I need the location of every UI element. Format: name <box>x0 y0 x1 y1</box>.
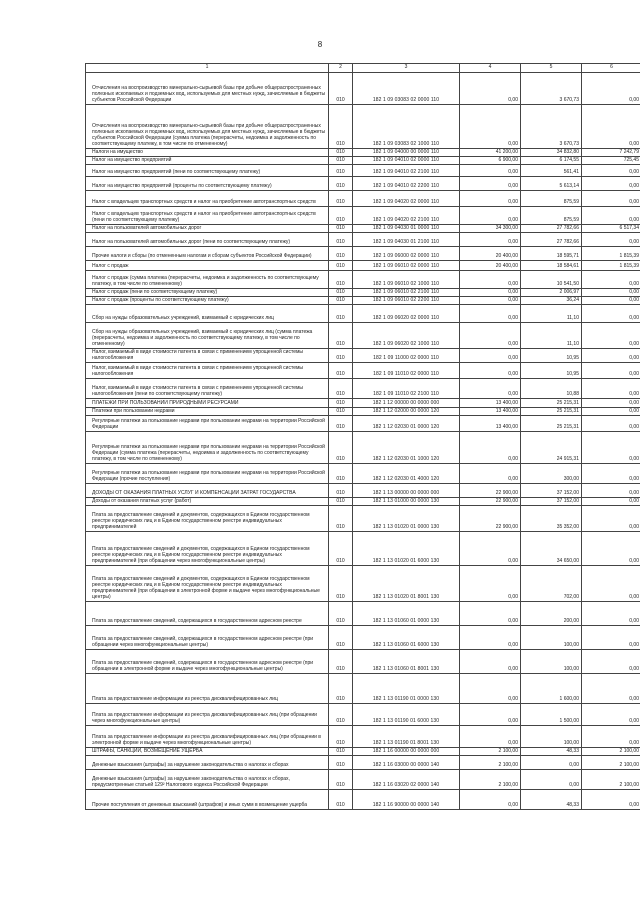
row-unexecuted-cell: 0,00 <box>582 363 640 379</box>
table-row <box>86 149 640 157</box>
row-unexecuted-cell: 0,00 <box>582 602 640 626</box>
row-executed-cell: 702,00 <box>521 566 582 602</box>
row-plan-cell: 0,00 <box>460 566 521 602</box>
row-unexecuted-cell: 0,00 <box>582 297 640 305</box>
row-executed-cell: 34 832,80 <box>521 149 582 157</box>
row-kbk-cell: 182 1 13 01190 01 8001 130 <box>353 726 460 748</box>
table-row <box>86 626 640 650</box>
row-kbk-cell: 182 1 09 04010 02 2100 110 <box>353 165 460 177</box>
row-kbk-cell: 182 1 13 01000 00 0000 130 <box>353 498 460 506</box>
row-plan-cell: 13 400,00 <box>460 399 521 408</box>
row-executed-cell: 35 352,00 <box>521 506 582 532</box>
table-row <box>86 165 640 177</box>
row-unexecuted-cell: 0,00 <box>582 191 640 207</box>
row-plan-cell: 0,00 <box>460 379 521 399</box>
row-unexecuted-cell: 0,00 <box>582 704 640 726</box>
row-name-cell: Плата за предоставление информации из реестра дисквалифицированных лиц <box>86 674 329 704</box>
table-row <box>86 464 640 484</box>
row-executed-cell: 36,24 <box>521 297 582 305</box>
row-executed-cell: 3 670,73 <box>521 73 582 105</box>
table-row <box>86 105 640 149</box>
row-code-cell: 010 <box>329 149 353 157</box>
row-code-cell: 010 <box>329 626 353 650</box>
row-kbk-cell: 182 1 09 11000 02 0000 110 <box>353 349 460 363</box>
row-code-cell: 010 <box>329 674 353 704</box>
row-executed-cell: 24 915,31 <box>521 432 582 464</box>
row-kbk-cell: 182 1 09 06010 02 2100 110 <box>353 289 460 297</box>
row-plan-cell: 2 100,00 <box>460 756 521 770</box>
table-row <box>86 225 640 233</box>
table-row <box>86 748 640 756</box>
row-kbk-cell: 182 1 09 04010 02 0000 110 <box>353 157 460 165</box>
row-plan-cell: 0,00 <box>460 650 521 674</box>
column-header: 3 <box>353 64 460 73</box>
row-code-cell: 010 <box>329 408 353 416</box>
row-plan-cell: 34 300,00 <box>460 225 521 233</box>
row-executed-cell: 875,59 <box>521 191 582 207</box>
table-row <box>86 790 640 810</box>
row-kbk-cell: 182 1 09 11010 02 2100 110 <box>353 379 460 399</box>
row-code-cell: 010 <box>329 379 353 399</box>
row-code-cell: 010 <box>329 349 353 363</box>
row-code-cell: 010 <box>329 650 353 674</box>
row-kbk-cell: 182 1 09 06010 02 0000 110 <box>353 261 460 271</box>
row-code-cell: 010 <box>329 770 353 790</box>
row-name-cell: Налог на имущество предприятий (проценты по соответствующему платежу) <box>86 177 329 191</box>
row-code-cell: 010 <box>329 271 353 289</box>
table-row <box>86 349 640 363</box>
table-row <box>86 207 640 225</box>
table-row <box>86 379 640 399</box>
row-executed-cell: 18 584,61 <box>521 261 582 271</box>
row-executed-cell: 100,00 <box>521 726 582 748</box>
row-executed-cell: 5 613,14 <box>521 177 582 191</box>
row-kbk-cell: 182 1 09 03083 02 0000 110 <box>353 73 460 105</box>
table-row <box>86 73 640 105</box>
row-plan-cell: 2 100,00 <box>460 748 521 756</box>
row-name-cell: Прочие налоги и сборы (по отмененным налогам и сборам субъектов Российской Федерации) <box>86 247 329 261</box>
row-unexecuted-cell: 725,45 <box>582 157 640 165</box>
row-unexecuted-cell: 0,00 <box>582 566 640 602</box>
row-unexecuted-cell: 0,00 <box>582 105 640 149</box>
row-unexecuted-cell: 0,00 <box>582 305 640 323</box>
row-code-cell: 010 <box>329 233 353 247</box>
table-row <box>86 177 640 191</box>
row-code-cell: 010 <box>329 566 353 602</box>
table-row <box>86 271 640 289</box>
row-plan-cell: 0,00 <box>460 363 521 379</box>
row-kbk-cell: 182 1 13 01060 01 6000 130 <box>353 626 460 650</box>
table-row <box>86 399 640 408</box>
row-name-cell: Налог, взимаемый в виде стоимости патента в связи с применением упрощенной системы налогообложения <box>86 349 329 363</box>
row-kbk-cell: 182 1 09 04030 01 0000 110 <box>353 225 460 233</box>
row-kbk-cell: 182 1 13 01020 01 0000 130 <box>353 506 460 532</box>
row-executed-cell: 48,33 <box>521 790 582 810</box>
row-kbk-cell: 182 1 09 06020 02 0000 110 <box>353 305 460 323</box>
row-plan-cell: 0,00 <box>460 289 521 297</box>
table-header-row <box>86 64 640 73</box>
row-plan-cell: 0,00 <box>460 177 521 191</box>
row-unexecuted-cell: 0,00 <box>582 207 640 225</box>
row-name-cell: Налог, взимаемый в виде стоимости патента в связи с применением упрощенной системы налогообложения <box>86 363 329 379</box>
row-plan-cell: 0,00 <box>460 233 521 247</box>
row-unexecuted-cell: 2 100,00 <box>582 748 640 756</box>
row-kbk-cell: 182 1 12 02030 01 1000 120 <box>353 432 460 464</box>
row-executed-cell: 300,00 <box>521 464 582 484</box>
table-row <box>86 408 640 416</box>
row-unexecuted-cell: 0,00 <box>582 484 640 498</box>
row-unexecuted-cell: 0,00 <box>582 432 640 464</box>
row-kbk-cell: 182 1 13 01060 01 0000 130 <box>353 602 460 626</box>
row-kbk-cell: 182 1 09 04020 02 2100 110 <box>353 207 460 225</box>
row-code-cell: 010 <box>329 261 353 271</box>
row-executed-cell: 25 215,31 <box>521 399 582 408</box>
row-code-cell: 010 <box>329 177 353 191</box>
row-name-cell: Плата за предоставление сведений и документов, содержащихся в Едином государственном реестре юридических лиц и в Едином государственном реестре индивидуальных предпринимателей (при обращении через многофункциональные центры) <box>86 532 329 566</box>
row-executed-cell: 6 174,55 <box>521 157 582 165</box>
row-executed-cell: 2 006,97 <box>521 289 582 297</box>
row-code-cell: 010 <box>329 191 353 207</box>
row-plan-cell: 41 200,00 <box>460 149 521 157</box>
row-kbk-cell: 182 1 13 00000 00 0000 000 <box>353 484 460 498</box>
row-name-cell: Налог на имущество предприятий <box>86 157 329 165</box>
row-plan-cell: 0,00 <box>460 207 521 225</box>
row-unexecuted-cell: 2 100,00 <box>582 756 640 770</box>
row-code-cell: 010 <box>329 207 353 225</box>
row-executed-cell: 48,33 <box>521 748 582 756</box>
row-plan-cell: 0,00 <box>460 602 521 626</box>
row-name-cell: Налог с владельцев транспортных средств и налог на приобретение автотранспортных средств (пени по соответствующему платежу) <box>86 207 329 225</box>
row-kbk-cell: 182 1 16 03020 02 0000 140 <box>353 770 460 790</box>
row-code-cell: 010 <box>329 363 353 379</box>
row-executed-cell: 11,10 <box>521 305 582 323</box>
row-plan-cell: 0,00 <box>460 323 521 349</box>
row-kbk-cell: 182 1 16 90000 00 0000 140 <box>353 790 460 810</box>
row-plan-cell: 6 900,00 <box>460 157 521 165</box>
row-executed-cell: 100,00 <box>521 626 582 650</box>
row-kbk-cell: 182 1 09 06020 02 1000 110 <box>353 323 460 349</box>
table-row <box>86 191 640 207</box>
row-plan-cell: 0,00 <box>460 165 521 177</box>
row-code-cell: 010 <box>329 484 353 498</box>
table-row <box>86 157 640 165</box>
row-name-cell: Сбор на нужды образовательных учреждений, взимаемый с юридических лиц (сумма платежа (перерасчеты, недоимка и задолженность по соответствующему платежу, в том числе по отмененному) <box>86 323 329 349</box>
table-row <box>86 756 640 770</box>
row-name-cell: Плата за предоставление сведений, содержащихся в государственном адресном реестре <box>86 602 329 626</box>
row-name-cell: Налог с продаж (пени по соответствующему платежу) <box>86 289 329 297</box>
row-kbk-cell: 182 1 13 01190 01 0000 130 <box>353 674 460 704</box>
row-name-cell: Налог с владельцев транспортных средств и налог на приобретение автотранспортных средств <box>86 191 329 207</box>
column-header: 5 <box>521 64 582 73</box>
column-header: 6 <box>582 64 640 73</box>
row-plan-cell: 13 400,00 <box>460 416 521 432</box>
row-kbk-cell: 182 1 13 01020 01 8001 130 <box>353 566 460 602</box>
row-kbk-cell: 182 1 13 01190 01 6000 130 <box>353 704 460 726</box>
row-kbk-cell: 182 1 12 02030 01 0000 120 <box>353 416 460 432</box>
row-executed-cell: 37 152,00 <box>521 484 582 498</box>
row-unexecuted-cell: 0,00 <box>582 498 640 506</box>
table-row <box>86 247 640 261</box>
table-row <box>86 650 640 674</box>
page-number: 8 <box>317 40 323 49</box>
table-row <box>86 770 640 790</box>
row-code-cell: 010 <box>329 506 353 532</box>
row-plan-cell: 0,00 <box>460 704 521 726</box>
row-plan-cell: 20 400,00 <box>460 247 521 261</box>
row-unexecuted-cell: 0,00 <box>582 349 640 363</box>
row-executed-cell: 27 782,66 <box>521 225 582 233</box>
row-plan-cell: 0,00 <box>460 532 521 566</box>
column-header: 4 <box>460 64 521 73</box>
row-unexecuted-cell: 0,00 <box>582 379 640 399</box>
row-plan-cell: 13 400,00 <box>460 408 521 416</box>
row-name-cell: ПЛАТЕЖИ ПРИ ПОЛЬЗОВАНИИ ПРИРОДНЫМИ РЕСУРСАМИ <box>86 399 329 408</box>
row-unexecuted-cell: 0,00 <box>582 726 640 748</box>
row-name-cell: Налог на пользователей автомобильных дорог <box>86 225 329 233</box>
row-unexecuted-cell: 6 517,34 <box>582 225 640 233</box>
table-row <box>86 261 640 271</box>
row-plan-cell: 0,00 <box>460 297 521 305</box>
table-row <box>86 363 640 379</box>
row-name-cell: Регулярные платежи за пользование недрами при пользовании недрами на территории Российской Федерации (сумма платежа (перерасчеты, недоимка и задолженность по соответствующему платежу, в том числе по отмененному) <box>86 432 329 464</box>
row-name-cell: Плата за предоставление сведений, содержащихся в государственном адресном реестре (при обращении в электронной форме и выдаче через многофункциональные центры) <box>86 650 329 674</box>
table-row <box>86 305 640 323</box>
row-name-cell: ШТРАФЫ, САНКЦИИ, ВОЗМЕЩЕНИЕ УЩЕРБА <box>86 748 329 756</box>
row-executed-cell: 200,00 <box>521 602 582 626</box>
row-kbk-cell: 182 1 13 01060 01 8001 130 <box>353 650 460 674</box>
row-executed-cell: 25 215,31 <box>521 408 582 416</box>
row-executed-cell: 25 215,31 <box>521 416 582 432</box>
row-kbk-cell: 182 1 12 02030 01 4000 120 <box>353 464 460 484</box>
row-code-cell: 010 <box>329 602 353 626</box>
row-name-cell: Денежные взыскания (штрафы) за нарушение законодательства о налогах и сборах <box>86 756 329 770</box>
row-code-cell: 010 <box>329 432 353 464</box>
row-code-cell: 010 <box>329 498 353 506</box>
row-unexecuted-cell: 0,00 <box>582 464 640 484</box>
row-executed-cell: 875,59 <box>521 207 582 225</box>
row-executed-cell: 1 600,00 <box>521 674 582 704</box>
row-name-cell: Налог, взимаемый в виде стоимости патента в связи с применением упрощенной системы налогообложения (пени по соответствующему платежу) <box>86 379 329 399</box>
row-executed-cell: 100,00 <box>521 650 582 674</box>
row-code-cell: 010 <box>329 704 353 726</box>
table-row <box>86 416 640 432</box>
table-row <box>86 498 640 506</box>
row-code-cell: 010 <box>329 323 353 349</box>
row-executed-cell: 11,10 <box>521 323 582 349</box>
row-kbk-cell: 182 1 09 03083 02 1000 110 <box>353 105 460 149</box>
table-row <box>86 484 640 498</box>
row-code-cell: 010 <box>329 790 353 810</box>
row-executed-cell: 10,88 <box>521 379 582 399</box>
row-executed-cell: 10,95 <box>521 349 582 363</box>
row-executed-cell: 27 782,66 <box>521 233 582 247</box>
row-executed-cell: 10 541,50 <box>521 271 582 289</box>
row-executed-cell: 3 670,73 <box>521 105 582 149</box>
row-unexecuted-cell: 0,00 <box>582 271 640 289</box>
row-unexecuted-cell: 0,00 <box>582 323 640 349</box>
row-code-cell: 010 <box>329 73 353 105</box>
row-code-cell: 010 <box>329 399 353 408</box>
table-row <box>86 323 640 349</box>
row-plan-cell: 2 100,00 <box>460 770 521 790</box>
row-unexecuted-cell: 0,00 <box>582 177 640 191</box>
table-row <box>86 233 640 247</box>
row-code-cell: 010 <box>329 756 353 770</box>
row-plan-cell: 0,00 <box>460 626 521 650</box>
row-unexecuted-cell: 0,00 <box>582 532 640 566</box>
row-unexecuted-cell: 0,00 <box>582 674 640 704</box>
row-name-cell: Плата за предоставление информации из реестра дисквалифицированных лиц (при обращении через многофункциональные центры) <box>86 704 329 726</box>
row-name-cell: Налоги на имущество <box>86 149 329 157</box>
row-unexecuted-cell: 0,00 <box>582 626 640 650</box>
row-name-cell: Доходы от оказания платных услуг (работ) <box>86 498 329 506</box>
row-name-cell: Налог с продаж (сумма платежа (перерасчеты, недоимка и задолженность по соответствующему платежу, в том числе по отмененному) <box>86 271 329 289</box>
row-executed-cell: 0,00 <box>521 770 582 790</box>
table-row <box>86 674 640 704</box>
row-plan-cell: 0,00 <box>460 191 521 207</box>
row-plan-cell: 0,00 <box>460 790 521 810</box>
row-code-cell: 010 <box>329 416 353 432</box>
row-kbk-cell: 182 1 09 06000 02 0000 110 <box>353 247 460 261</box>
row-unexecuted-cell: 1 815,39 <box>582 247 640 261</box>
row-unexecuted-cell: 0,00 <box>582 399 640 408</box>
budget-table <box>85 63 640 810</box>
row-name-cell: ДОХОДЫ ОТ ОКАЗАНИЯ ПЛАТНЫХ УСЛУГ И КОМПЕНСАЦИИ ЗАТРАТ ГОСУДАРСТВА <box>86 484 329 498</box>
row-code-cell: 010 <box>329 289 353 297</box>
row-executed-cell: 561,41 <box>521 165 582 177</box>
row-unexecuted-cell: 0,00 <box>582 165 640 177</box>
row-kbk-cell: 182 1 09 11010 02 0000 110 <box>353 363 460 379</box>
table-row <box>86 602 640 626</box>
row-kbk-cell: 182 1 09 04010 02 2200 110 <box>353 177 460 191</box>
row-name-cell: Плата за предоставление сведений и документов, содержащихся в Едином государственном реестре юридических лиц и в Едином государственном реестре индивидуальных предпринимателей (при обращении в электронной форме и выдаче через многофункциональные центры) <box>86 566 329 602</box>
row-plan-cell: 0,00 <box>460 305 521 323</box>
row-code-cell: 010 <box>329 748 353 756</box>
row-executed-cell: 37 152,00 <box>521 498 582 506</box>
row-kbk-cell: 182 1 12 00000 00 0000 000 <box>353 399 460 408</box>
row-kbk-cell: 182 1 09 04020 02 0000 110 <box>353 191 460 207</box>
row-plan-cell: 0,00 <box>460 349 521 363</box>
row-kbk-cell: 182 1 09 06010 02 1000 110 <box>353 271 460 289</box>
row-name-cell: Сбор на нужды образовательных учреждений, взимаемый с юридических лиц <box>86 305 329 323</box>
row-kbk-cell: 182 1 09 04030 01 2100 110 <box>353 233 460 247</box>
row-kbk-cell: 182 1 09 04000 00 0000 110 <box>353 149 460 157</box>
row-plan-cell: 22 900,00 <box>460 506 521 532</box>
row-name-cell: Налог на имущество предприятий (пени по соответствующему платежу) <box>86 165 329 177</box>
row-name-cell: Плата за предоставление информации из реестра дисквалифицированных лиц (при обращении в электронной форме и выдаче через многофункциональные центры) <box>86 726 329 748</box>
row-name-cell: Отчисления на воспроизводство минерально-сырьевой базы при добыче общераспространенных полезных ископаемых и подземных вод, используемых для местных нужд, зачисляемые в бюджеты субъектов Российской Федерации <box>86 73 329 105</box>
row-name-cell: Прочие поступления от денежных взысканий (штрафов) и иных сумм в возмещение ущерба <box>86 790 329 810</box>
row-plan-cell: 22 900,00 <box>460 484 521 498</box>
row-unexecuted-cell: 7 242,79 <box>582 149 640 157</box>
row-code-cell: 010 <box>329 225 353 233</box>
table-row <box>86 297 640 305</box>
row-name-cell: Плата за предоставление сведений и документов, содержащихся в Едином государственном реестре юридических лиц и в Едином государственном реестре индивидуальных предпринимателей <box>86 506 329 532</box>
row-code-cell: 010 <box>329 464 353 484</box>
table-row <box>86 432 640 464</box>
table-row <box>86 532 640 566</box>
row-executed-cell: 18 595,71 <box>521 247 582 261</box>
row-unexecuted-cell: 0,00 <box>582 289 640 297</box>
row-code-cell: 010 <box>329 297 353 305</box>
row-unexecuted-cell: 0,00 <box>582 650 640 674</box>
column-header: 2 <box>329 64 353 73</box>
row-kbk-cell: 182 1 16 00000 00 0000 000 <box>353 748 460 756</box>
row-code-cell: 010 <box>329 105 353 149</box>
row-name-cell: Отчисления на воспроизводство минерально-сырьевой базы при добыче общераспространенных полезных ископаемых и подземных вод, используемых для местных нужд, зачисляемые в бюджеты субъектов Российской Федерации (сумма платежа (перерасчеты, недоимка и задолженность по соответствующему платежу, в том числе по отмененному) <box>86 105 329 149</box>
row-code-cell: 010 <box>329 157 353 165</box>
row-name-cell: Налог на пользователей автомобильных дорог (пени по соответствующему платежу) <box>86 233 329 247</box>
row-plan-cell: 0,00 <box>460 73 521 105</box>
row-plan-cell: 22 900,00 <box>460 498 521 506</box>
row-executed-cell: 34 650,00 <box>521 532 582 566</box>
row-code-cell: 010 <box>329 305 353 323</box>
row-plan-cell: 0,00 <box>460 105 521 149</box>
table-row <box>86 704 640 726</box>
row-unexecuted-cell: 0,00 <box>582 506 640 532</box>
row-name-cell: Регулярные платежи за пользование недрами при пользовании недрами на территории Российской Федерации (прочие поступления) <box>86 464 329 484</box>
row-unexecuted-cell: 0,00 <box>582 233 640 247</box>
row-name-cell: Плата за предоставление сведений, содержащихся в государственном адресном реестре (при обращении через многофункциональные центры) <box>86 626 329 650</box>
table-row <box>86 566 640 602</box>
row-name-cell: Регулярные платежи за пользование недрами при пользовании недрами на территории Российской Федерации <box>86 416 329 432</box>
table-row <box>86 726 640 748</box>
row-kbk-cell: 182 1 12 02000 00 0000 120 <box>353 408 460 416</box>
row-executed-cell: 1 500,00 <box>521 704 582 726</box>
row-plan-cell: 0,00 <box>460 726 521 748</box>
row-plan-cell: 0,00 <box>460 432 521 464</box>
column-header: 1 <box>86 64 329 73</box>
row-plan-cell: 0,00 <box>460 271 521 289</box>
table-row <box>86 506 640 532</box>
row-name-cell: Платежи при пользовании недрами <box>86 408 329 416</box>
row-unexecuted-cell: 0,00 <box>582 408 640 416</box>
row-unexecuted-cell: 0,00 <box>582 790 640 810</box>
table-row <box>86 289 640 297</box>
row-unexecuted-cell: 1 815,39 <box>582 261 640 271</box>
row-plan-cell: 20 400,00 <box>460 261 521 271</box>
row-executed-cell: 0,00 <box>521 756 582 770</box>
row-plan-cell: 0,00 <box>460 674 521 704</box>
row-unexecuted-cell: 0,00 <box>582 416 640 432</box>
row-code-cell: 010 <box>329 247 353 261</box>
row-name-cell: Денежные взыскания (штрафы) за нарушение законодательства о налогах и сборах, предусмотренные статьей 129² Налогового кодекса Российской Федерации <box>86 770 329 790</box>
row-executed-cell: 10,95 <box>521 363 582 379</box>
row-code-cell: 010 <box>329 726 353 748</box>
row-kbk-cell: 182 1 13 01020 01 6000 130 <box>353 532 460 566</box>
row-name-cell: Налог с продаж (проценты по соответствующему платежу) <box>86 297 329 305</box>
row-code-cell: 010 <box>329 165 353 177</box>
row-kbk-cell: 182 1 16 03000 00 0000 140 <box>353 756 460 770</box>
row-plan-cell: 0,00 <box>460 464 521 484</box>
row-unexecuted-cell: 2 100,00 <box>582 770 640 790</box>
row-unexecuted-cell: 0,00 <box>582 73 640 105</box>
row-code-cell: 010 <box>329 532 353 566</box>
row-kbk-cell: 182 1 09 06010 02 2200 110 <box>353 297 460 305</box>
row-name-cell: Налог с продаж <box>86 261 329 271</box>
